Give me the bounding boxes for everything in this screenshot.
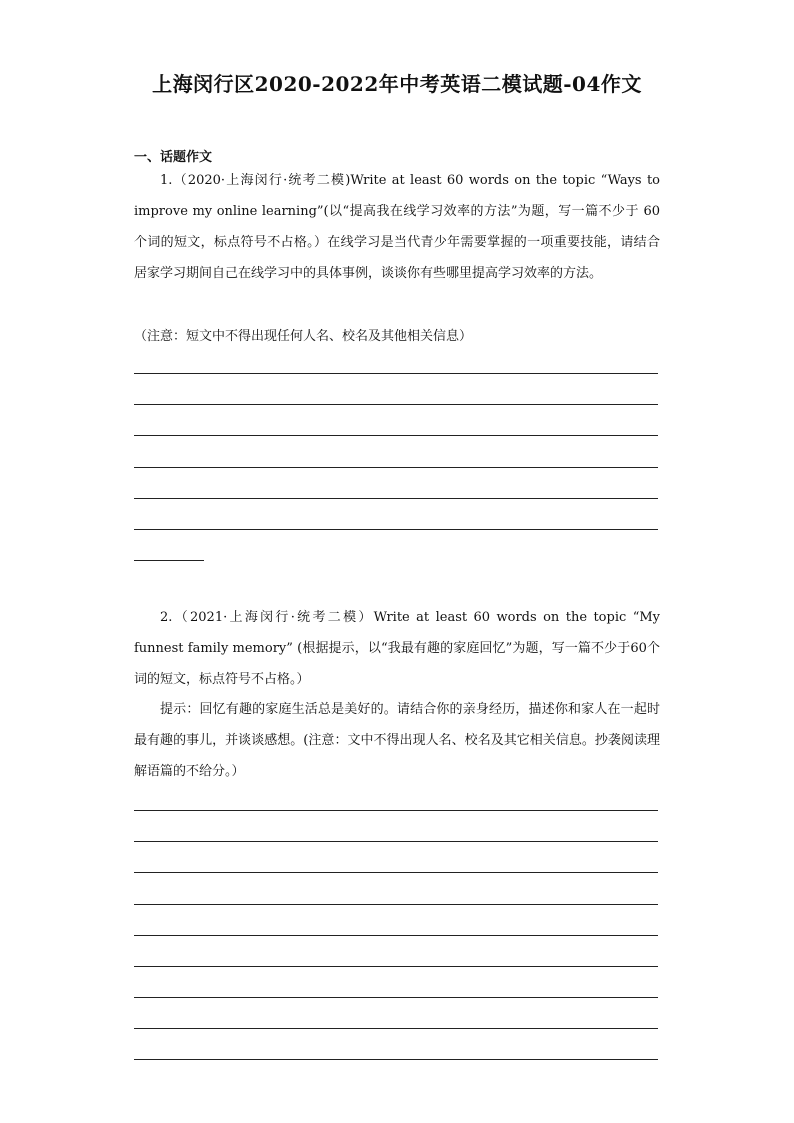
answer-line[interactable] [134, 373, 658, 374]
answer-line[interactable] [134, 904, 658, 905]
answer-line[interactable] [134, 529, 658, 530]
answer-line[interactable] [134, 1059, 658, 1060]
answer-line[interactable] [134, 435, 658, 436]
answer-line[interactable] [134, 841, 658, 842]
section-heading: 一、话题作文 [134, 150, 213, 165]
answer-line[interactable] [134, 1028, 658, 1029]
answer-line[interactable] [134, 997, 658, 998]
question-2-text: 2.（2021·上海闵行·统考二模）Write at least 60 words on the topic “My funnest family memory” (根据提示，以“我最有趣的家庭回忆”为题，写一篇不少于60个词的短文，标点符号不占格。） [134, 610, 660, 687]
question-1-note: （注意：短文中不得出现任何人名、校名及其他相关信息） [134, 329, 473, 344]
answer-line[interactable] [134, 966, 658, 967]
answer-line[interactable] [134, 935, 658, 936]
answer-line[interactable] [134, 404, 658, 405]
answer-line[interactable] [134, 810, 658, 811]
answer-line[interactable] [134, 872, 658, 873]
question-2-hint: 提示：回忆有趣的家庭生活总是美好的。请结合你的亲身经历，描述你和家人在一起时最有趣的事儿，并谈谈感想。(注意：文中不得出现人名、校名及其它相关信息。抄袭阅读理解语篇的不给分。） [134, 702, 660, 779]
document-title: 上海闵行区2020-2022年中考英语二模试题-04作文 [152, 72, 642, 96]
answer-line-short[interactable] [134, 560, 204, 561]
answer-line[interactable] [134, 467, 658, 468]
question-1-text: 1.（2020·上海闵行·统考二模)Write at least 60 words on the topic “Ways to improve my online learning”(以“提高我在线学习效率的方法”为题，写一篇不少于 60 个词的短文，标点符号不占格。）在线学习是当代青少年需要掌握的一项重要技能，请结合居家学习期间自己在线学习中的具体事例，谈谈你有些哪里提高学习效率的方法。 [134, 173, 660, 281]
answer-line[interactable] [134, 498, 658, 499]
